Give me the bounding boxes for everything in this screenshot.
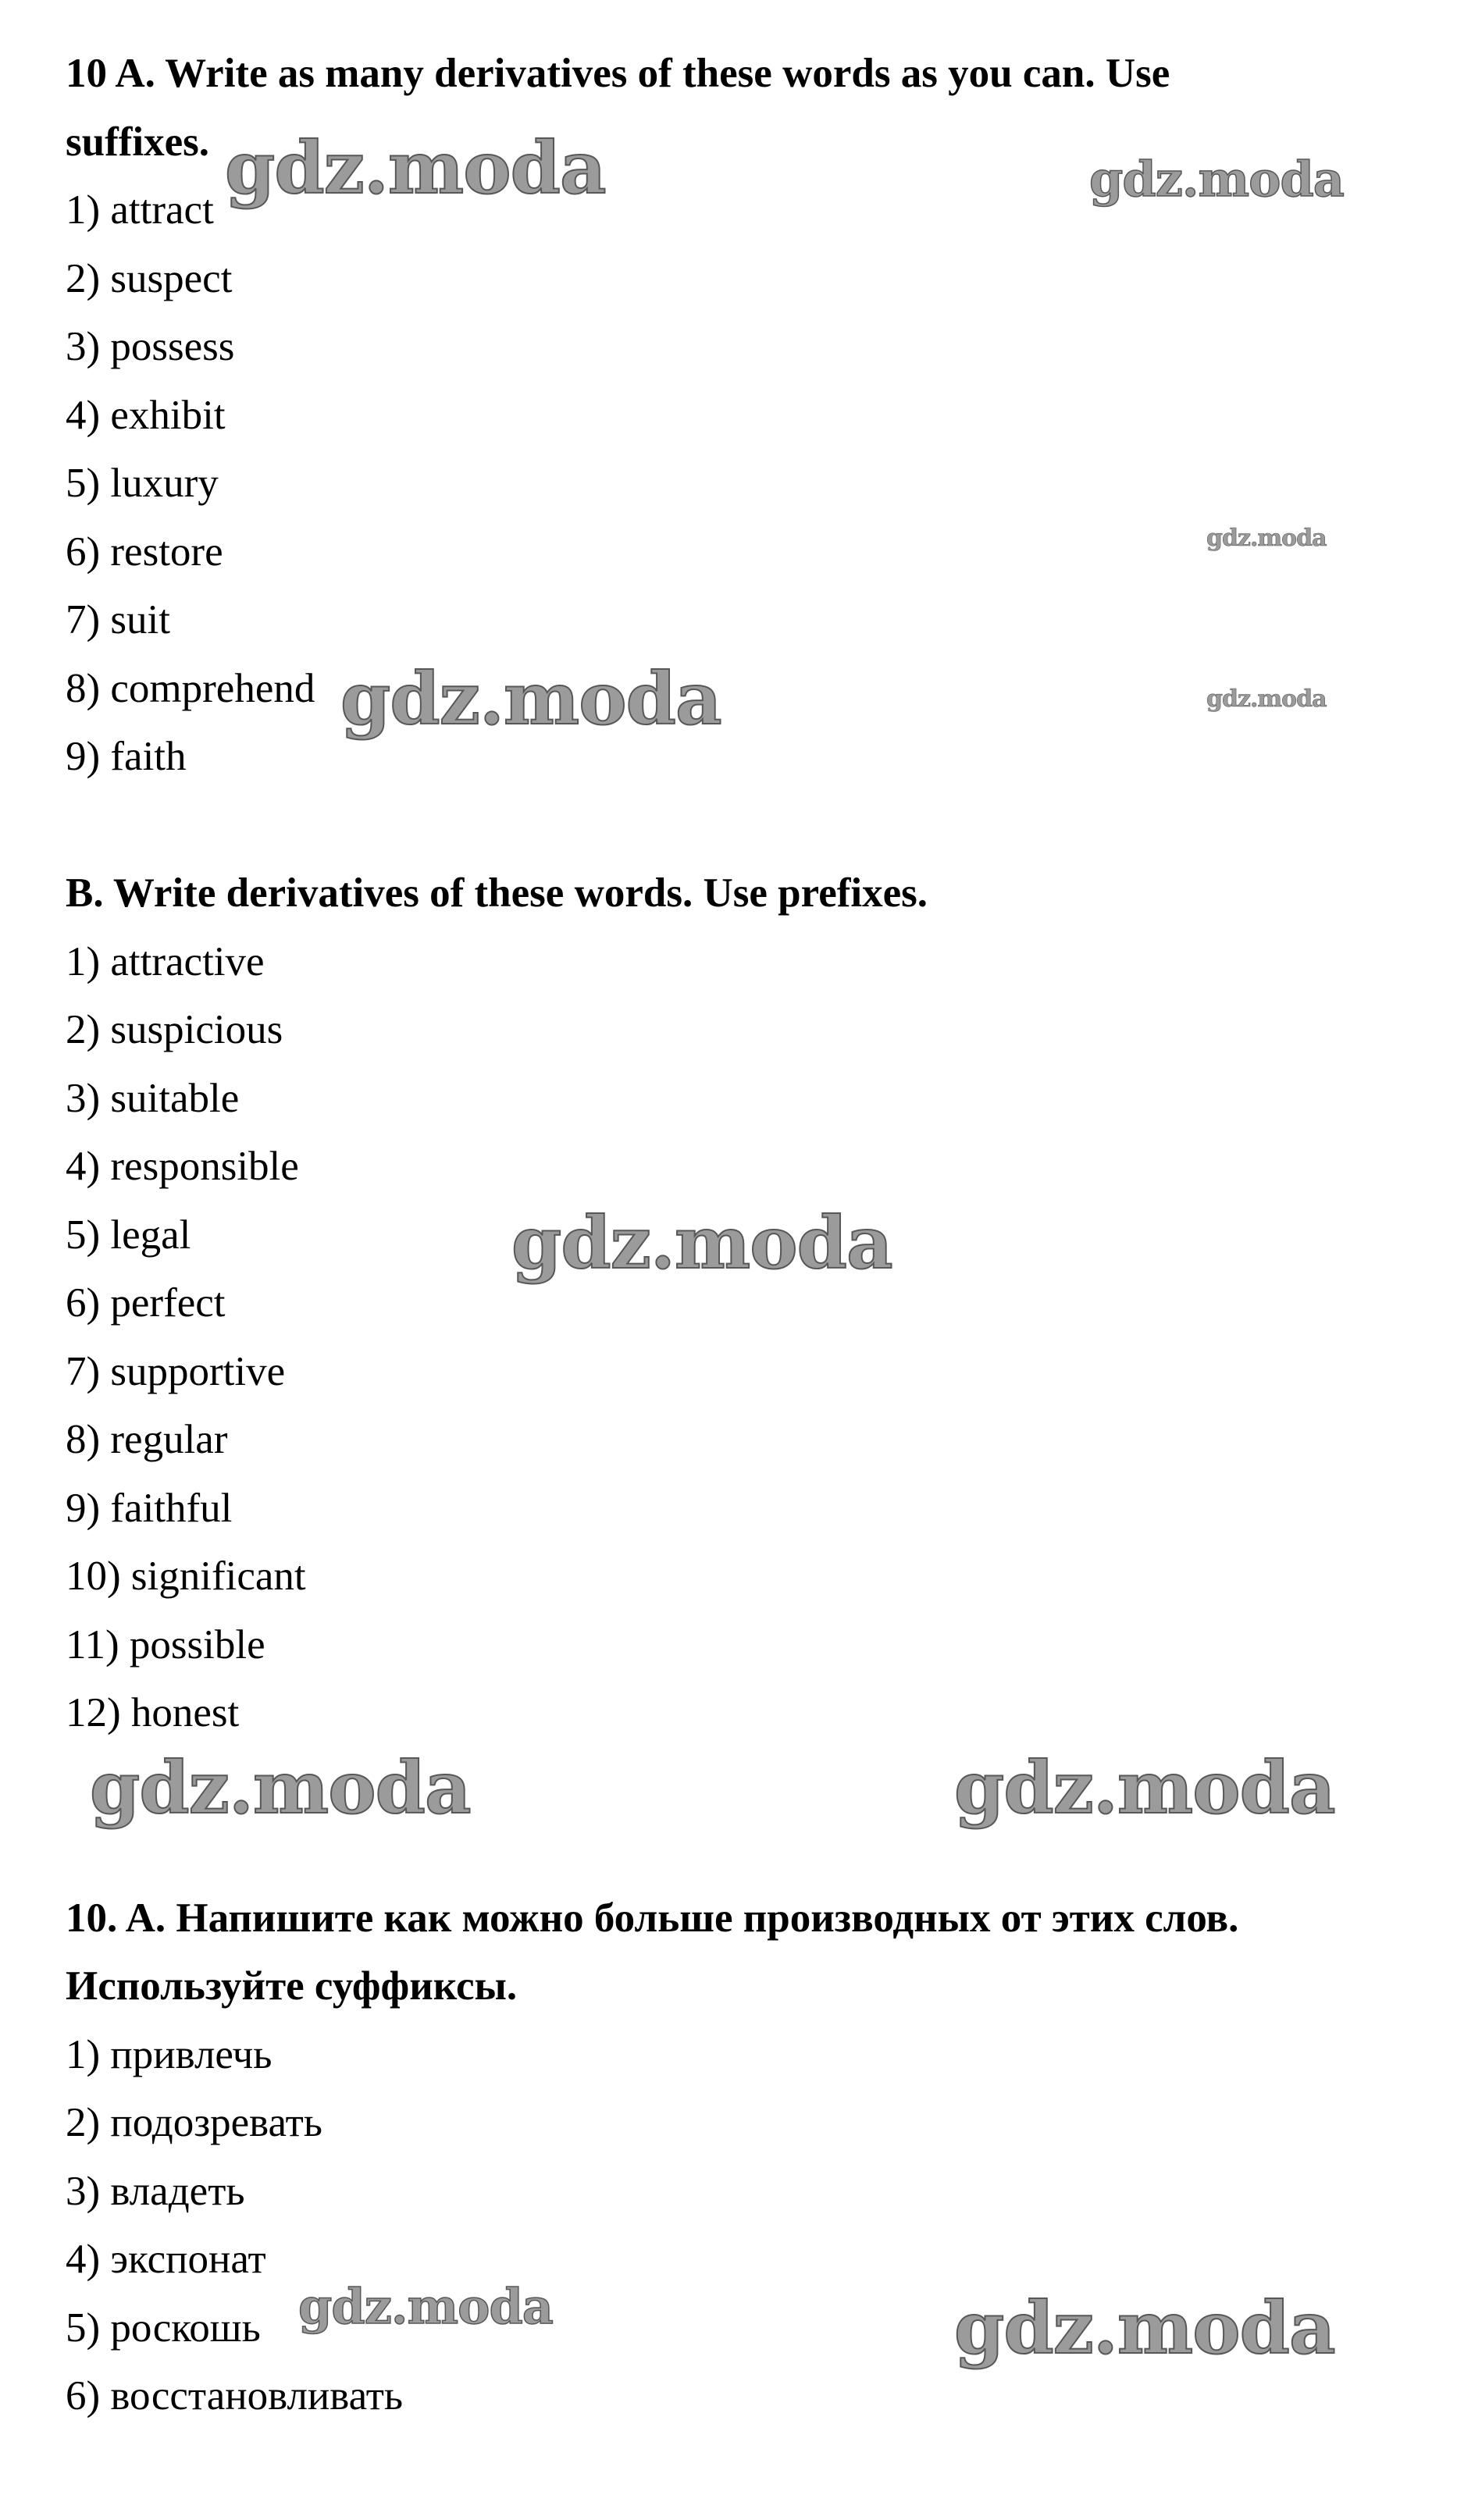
section-a-item: 4) exhibit	[66, 393, 226, 438]
watermark: gdz.moda	[511, 1201, 892, 1285]
section-b-heading: B. Write derivatives of these words. Use prefixes.	[66, 870, 928, 916]
watermark: gdz.moda	[90, 1746, 471, 1830]
section-b-item: 4) responsible	[66, 1144, 299, 1189]
section-b-item: 12) honest	[66, 1690, 240, 1735]
section-ru-item: 2) подозревать	[66, 2100, 322, 2145]
section-a-item: 9) faith	[66, 734, 187, 779]
section-b-item: 5) legal	[66, 1212, 191, 1258]
section-b-item: 10) significant	[66, 1554, 306, 1599]
section-b-item: 11) possible	[66, 1622, 265, 1668]
watermark: gdz.moda	[954, 1746, 1335, 1830]
section-b-item: 1) attractive	[66, 939, 265, 984]
section-ru-item: 3) владеть	[66, 2169, 245, 2214]
section-a-item: 1) attract	[66, 187, 214, 233]
section-ru-item: 1) привлечь	[66, 2032, 273, 2077]
section-b-item: 7) supportive	[66, 1349, 286, 1394]
section-b-item: 2) suspicious	[66, 1007, 283, 1052]
section-ru-heading-line1: 10. A. Напишите как можно больше производных от этих слов.	[66, 1895, 1239, 1941]
section-b-item: 3) suitable	[66, 1076, 240, 1121]
section-a-heading-line1: 10 A. Write as many derivatives of these words as you can. Use	[66, 51, 1170, 96]
section-ru-heading-line2: Используйте суффиксы.	[66, 1963, 518, 2009]
watermark: gdz.moda	[1206, 685, 1327, 713]
watermark: gdz.moda	[1206, 525, 1327, 552]
section-a-item: 5) luxury	[66, 461, 219, 506]
section-ru-item: 5) роскошь	[66, 2305, 261, 2351]
section-a-item: 2) suspect	[66, 256, 233, 301]
section-a-item: 7) suit	[66, 597, 170, 642]
watermark: gdz.moda	[298, 2278, 553, 2335]
section-ru-item: 6) восстановливать	[66, 2373, 404, 2419]
watermark: gdz.moda	[1089, 151, 1344, 208]
section-a-item: 8) comprehend	[66, 666, 315, 711]
watermark: gdz.moda	[225, 126, 606, 210]
section-a-heading-line2: suffixes.	[66, 119, 210, 165]
section-b-item: 6) perfect	[66, 1280, 226, 1326]
section-ru-item: 4) экспонат	[66, 2237, 266, 2282]
section-b-item: 8) regular	[66, 1417, 228, 1462]
watermark: gdz.moda	[340, 657, 721, 741]
section-b-item: 9) faithful	[66, 1486, 233, 1531]
section-a-item: 6) restore	[66, 529, 223, 575]
watermark: gdz.moda	[954, 2286, 1335, 2370]
section-a-item: 3) possess	[66, 324, 235, 369]
